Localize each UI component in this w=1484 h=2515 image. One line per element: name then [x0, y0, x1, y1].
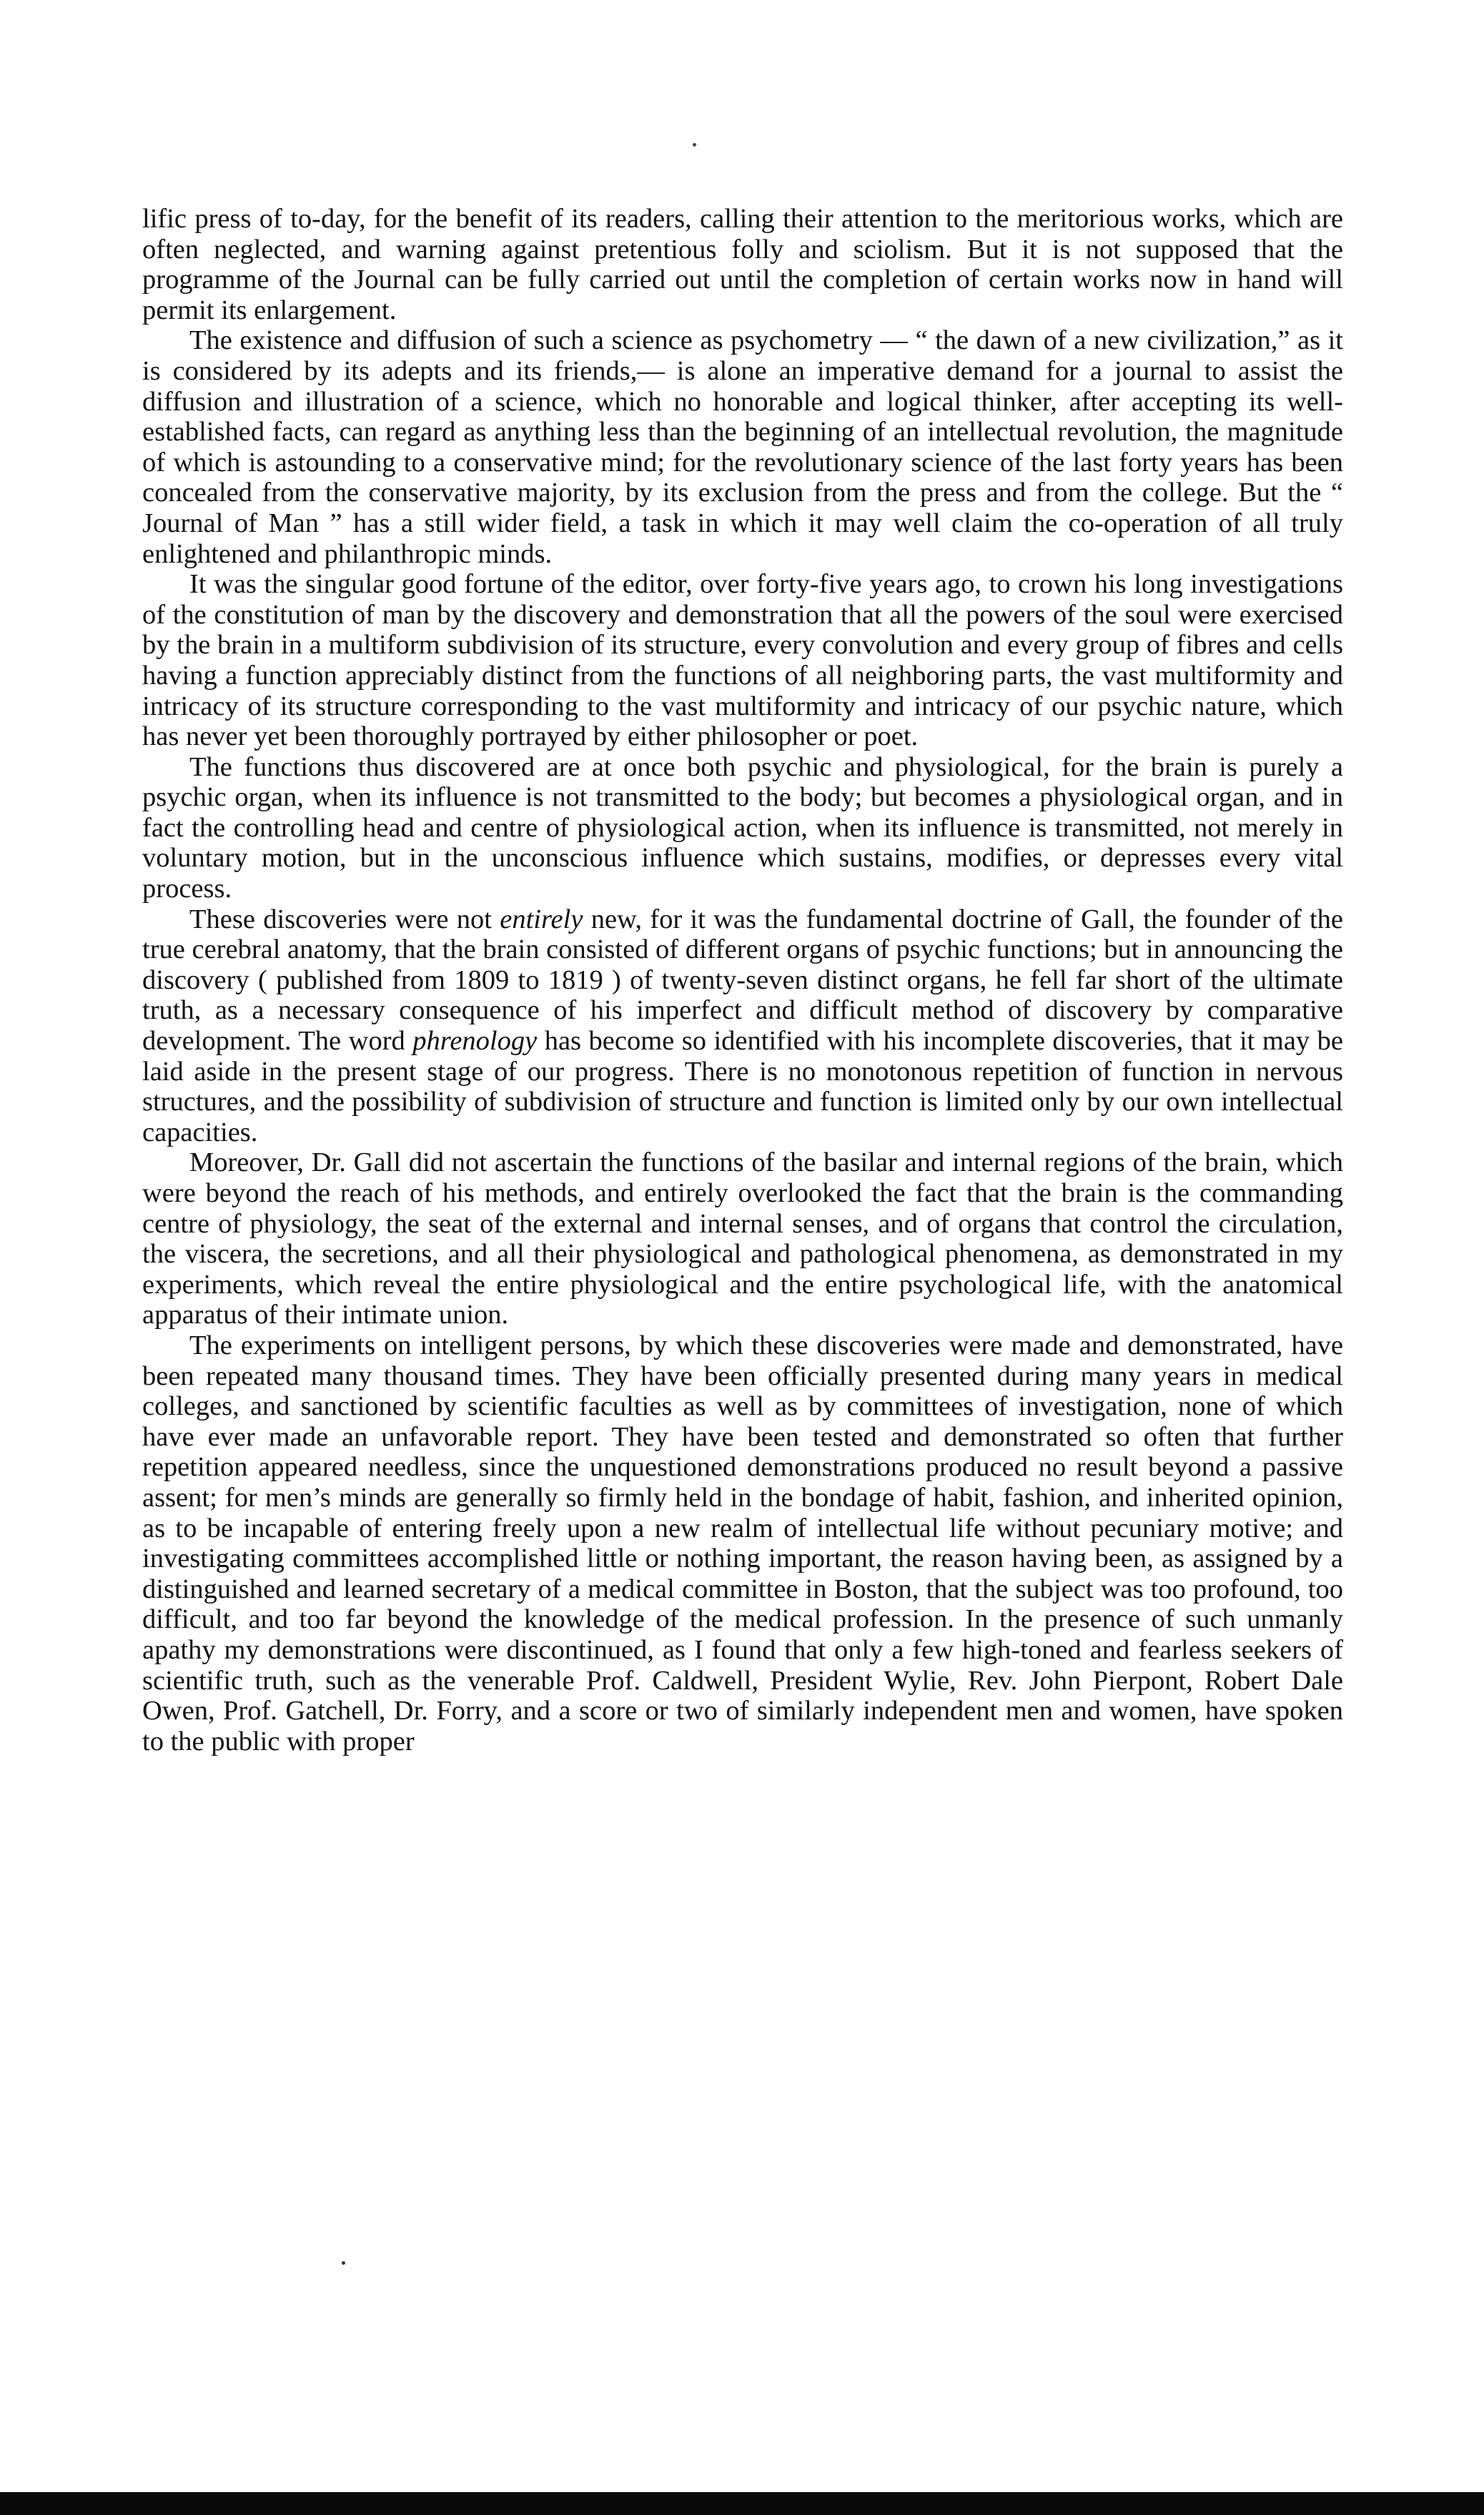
- body-text: [142, 204, 1343, 1756]
- text-run: These discoveries were not: [189, 904, 500, 934]
- page-speck-top: [693, 143, 696, 147]
- paragraph-3: [142, 569, 1343, 752]
- paragraph-2: [142, 325, 1343, 569]
- text-run: The existence and diffusion of such a science as psychometry — “ the dawn of a new civilization,” as it is considered by its adepts and its friends,— is alone an imperative demand for a journal to assist the diffusion and illustration of a science, which no honorable and logical thinker, after accepting its well-established facts, can regard as anything less than the beginning of an intellectual revolution, the magnitude of which is astounding to a conservative mind; for the revolutionary science of the last forty years has been concealed from the conservative majority, by its exclusion from the press and from the college. But the “ Journal of Man ” has a still wider field, a task in which it may well claim the co-operation of all truly enlightened and philanthropic minds.: [142, 325, 1343, 569]
- text-run: new, for it was the fundamental doctrine of Gall, the founder of the true cerebral anatomy, that the brain consisted of different organs of psychic functions; but in announcing the discovery ( published from 1809 to 1819 ) of twenty-seven distinct organs, he fell far short of the ultimate truth, as a necessary consequence of his imperfect and difficult method of discovery by comparative development. The word: [142, 904, 1343, 1057]
- text-run: Moreover, Dr. Gall did not ascertain the functions of the basilar and internal regions of the brain, which were beyond the reach of his methods, and entirely overlooked the fact that the brain is the commanding centre of physiology, the seat of the external and internal senses, and of organs that control the circulation, the viscera, the secretions, and all their physiological and pathological phenomena, as demonstrated in my experiments, which reveal the entire physiological and the entire psychological life, with the anatomical apparatus of their intimate union.: [142, 1147, 1343, 1330]
- text-run: lific press of to-day, for the benefit of its readers, calling their attention to the meritorious works, which are often neglected, and warning against pretentious folly and sciolism. But it is not supposed that the programme of the Journal can be fully carried out until the completion of certain works now in hand will permit its enlargement.: [142, 204, 1343, 325]
- text-run: It was the singular good fortune of the editor, over forty-five years ago, to crown his long investigations of the constitution of man by the discovery and demonstration that all the powers of the soul were exercised by the brain in a multiform subdivision of its structure, every convolution and every group of fibres and cells having a function appreciably distinct from the functions of all neighboring parts, the vast multiformity and intricacy of its structure corresponding to the vast multiformity and intricacy of our psychic nature, which has never yet been thoroughly portrayed by either philosopher or poet.: [142, 569, 1343, 752]
- text-run: has become so identified with his incomplete discoveries, that it may be laid aside in the present stage of our progress. There is no monotonous repetition of function in nervous structures, and the possibility of subdivision of structure and function is limited only by our own intellectual capacities.: [142, 1026, 1343, 1147]
- paragraph-7: [142, 1330, 1343, 1756]
- text-run: The functions thus discovered are at once both psychic and physiological, for the brain is purely a psychic organ, when its influence is not transmitted to the body; but becomes a physiological organ, and in fact the controlling head and centre of physiological action, when its influence is transmitted, not merely in voluntary motion, but in the unconscious influence which sustains, modifies, or depresses every vital process.: [142, 751, 1343, 904]
- italic-term: phrenology: [412, 1026, 538, 1057]
- scan-edge-bar: [0, 2492, 1484, 2515]
- text-run: The experiments on intelligent persons, by which these discoveries were made and demonstrated, have been repeated many thousand times. They have been officially presented during many years in medical colleges, and sanctioned by scientific faculties as well as by committees of investigation, none of which have ever made an unfavorable report. They have been tested and demonstrated so often that further repetition appeared needless, since the unquestioned demonstrations produced no result beyond a passive assent; for men’s minds are generally so firmly held in the bondage of habit, fashion, and inherited opinion, as to be incapable of entering freely upon a new realm of intellectual life without pecuniary motive; and investigating committees accomplished little or nothing important, the reason having been, as assigned by a distinguished and learned secretary of a medical committee in Boston, that the subject was too profound, too difficult, and too far beyond the knowledge of the medical profession. In the presence of such unmanly apathy my demonstrations were discontinued, as I found that only a few high-toned and fearless seekers of scientific truth, such as the venerable Prof. Caldwell, President Wylie, Rev. John Pierpont, Robert Dale Owen, Prof. Gatchell, Dr. Forry, and a score or two of similarly independent men and women, have spoken to the public with proper: [142, 1330, 1343, 1756]
- paragraph-5: [142, 904, 1343, 1148]
- paragraph-6: [142, 1147, 1343, 1330]
- paragraph-4: [142, 752, 1343, 904]
- paragraph-1: [142, 204, 1343, 325]
- page-speck-bottom: [342, 2261, 345, 2265]
- italic-term: entirely: [500, 904, 583, 934]
